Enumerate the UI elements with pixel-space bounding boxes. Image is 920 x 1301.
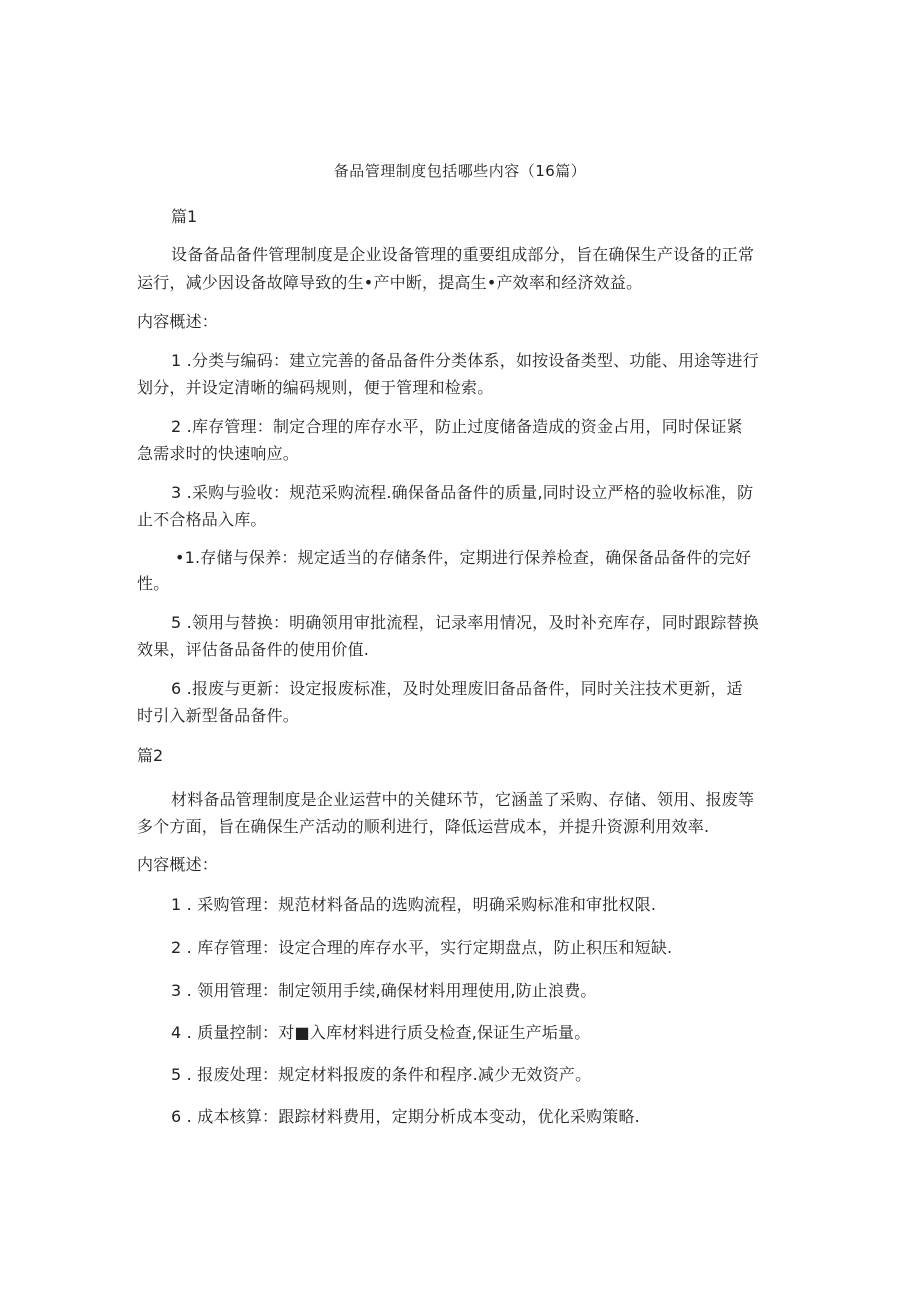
- section1-intro-line1: 设备备品备件管理制度是企业设备管理的重要组成部分，旨在确保生产设备的正常: [171, 245, 755, 264]
- section-heading-1: 篇1: [171, 207, 198, 226]
- section2-item-2: 2 . 库存管理：设定合理的库存水平，实行定期盘点，防止积压和短缺.: [171, 938, 673, 957]
- section1-item-4-line2: 性。: [137, 574, 170, 593]
- section1-item-2-line1: 2 .库存管理：制定合理的库存水平，防止过度储备造成的资金占用，同时保证紧: [171, 417, 743, 436]
- section1-item-4-line1: •1.存储与保养：规定适当的存储条件，定期进行保养检查，确保备品备件的完好: [175, 548, 752, 567]
- section1-item-3-line1: 3 .采购与验收：规范采购流程.确保备品备件的质量,同时设立严格的验收标准，防: [171, 483, 754, 502]
- section2-overview-label: 内容概述：: [137, 855, 219, 874]
- section1-item-1-line1: 1 .分类与编码：建立完善的备品备件分类体系，如按设备类型、功能、用途等进行: [171, 351, 759, 370]
- section1-item-5-line2: 效果，评估备品备件的使用价值.: [137, 640, 370, 659]
- section1-item-6-line1: 6 .报废与更新：设定报废标准，及时处理废旧备品备件，同时关注技术更新，适: [171, 679, 743, 698]
- section-heading-2: 篇2: [137, 746, 164, 765]
- section2-item-4: 4 . 质量控制：对■入库材料进行质殳检查,保证生产垢量。: [171, 1023, 591, 1042]
- document-title: 备品管理制度包括哪些内容（16篇）: [333, 162, 587, 180]
- section2-intro-line2: 多个方面，旨在确保生产活动的顺利进行，降低运营成本，并提升资源利用效率.: [137, 817, 710, 836]
- section2-intro-line1: 材料备品管理制度是企业运营中的关健环节，它涵盖了采购、存储、领用、报废等: [171, 790, 755, 809]
- section2-item-6: 6 . 成本核算：跟踪材料费用，定期分析成本变动，优化采购策略.: [171, 1107, 640, 1126]
- section2-item-3: 3 . 领用管理：制定领用手续,确保材料用理使用,防止浪费。: [171, 981, 597, 1000]
- section1-item-1-line2: 划分，并设定清晰的编码规则，便于管理和检索。: [137, 378, 494, 397]
- section1-intro-line2: 运行，减少因设备故障导致的生•产中断，提高生•产效率和经济效益。: [137, 273, 643, 292]
- section2-item-1: 1 . 采购管理：规范材料备品的选购流程，明确采购标准和审批权限.: [171, 895, 657, 914]
- section1-item-5-line1: 5 .领用与替换：明确领用审批流程，记录率用情况，及时补充库存，同时跟踪替换: [171, 613, 759, 632]
- section1-item-3-line2: 止不合格品入库。: [137, 510, 267, 529]
- section1-item-6-line2: 时引入新型备品备件。: [137, 706, 300, 725]
- section2-item-5: 5 . 报废处理：规定材料报废的条件和程序.减少无效资产。: [171, 1065, 592, 1084]
- section1-item-2-line2: 急需求时的快速响应。: [137, 444, 300, 463]
- section1-overview-label: 内容概述：: [137, 312, 219, 331]
